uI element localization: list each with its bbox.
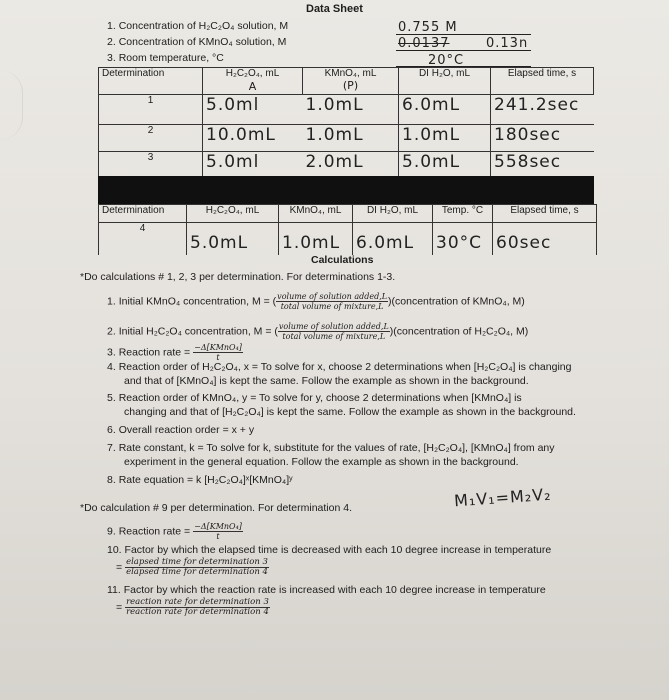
table-row	[99, 95, 594, 125]
cell-elapsed-time: 60sec	[493, 223, 597, 255]
col-header-elapsed-time: Elapsed time, s	[493, 205, 597, 223]
step-10: 10. Factor by which the elapsed time is decreased with each 10 degree increase in temperature	[107, 544, 552, 556]
cell-h2c2o4: 5.0ml	[203, 95, 303, 125]
step-6: 6. Overall reaction order = x + y	[107, 424, 255, 436]
data-table-2	[98, 204, 597, 255]
table-row	[99, 125, 594, 152]
item-1-label: 1. Concentration of H₂C₂O₄ solution, M	[107, 20, 289, 32]
calculations-heading: Calculations	[311, 254, 374, 266]
cell-kmno4: 1.0mL	[279, 223, 353, 255]
cell-kmno4: 2.0mL	[305, 152, 364, 172]
step-5-continued: changing and that of [H₂C₂O₄] is kept the same. Follow the example as shown in the background.	[124, 406, 576, 418]
handwritten-dilution-formula: M₁V₁=M₂V₂	[453, 484, 553, 511]
table-row	[99, 152, 594, 178]
step-9: 9. Reaction rate = $\frac{\text{−Δ[KMnO₄]}}{t}$	[107, 522, 242, 541]
step-4: 4. Reaction order of H₂C₂O₄, x = To solve for x, choose 2 determinations when [H₂C₂O₄] is changing	[107, 361, 572, 373]
col-header-h2c2o4: H₂C₂O₄, mL A	[203, 68, 303, 95]
cell-h2c2o4: 5.0mL	[187, 223, 279, 255]
step-11: 11. Factor by which the reaction rate is increased with each 10 degree increase in temperature	[107, 584, 546, 596]
step-4-continued: and that of [KMnO₄] is kept the same. Follow the example as shown in the background.	[124, 375, 529, 387]
data-table-1	[98, 67, 594, 178]
step-3: 3. Reaction rate = $\frac{\text{−Δ[KMnO₄]}}{t}$	[107, 343, 242, 362]
step-1: 1. Initial KMnO₄ concentration, M = ( $\frac{\text{volume of solution added,L}}{\text{total volume of mixture,L}}$ )(concentration of KMnO₄, M)	[107, 292, 525, 311]
volume-fraction: $\frac{\text{volume of solution added,L}}{\text{total volume of mixture,L}}$	[278, 322, 389, 341]
col-header-elapsed-time: Elapsed time, s	[491, 68, 594, 95]
row-number: 3	[99, 152, 203, 178]
cell-elapsed-time: 558sec	[491, 152, 594, 178]
step-7-continued: experiment in the general equation. Follow the example as shown in the background.	[124, 456, 519, 468]
item-2-label: 2. Concentration of KMnO₄ solution, M	[107, 36, 287, 48]
volume-fraction: $\frac{\text{volume of solution added,L}}{\text{total volume of mixture,L}}$	[277, 292, 388, 311]
cell-temp: 30°C	[433, 223, 493, 255]
row-number: 1	[99, 95, 203, 125]
item-2-value-corrected: 0.13n	[486, 36, 529, 51]
step-5: 5. Reaction order of KMnO₄, y = To solve for y, choose 2 determinations when [KMnO₄] is	[107, 392, 522, 404]
cell-kmno4: 1.0mL	[303, 95, 399, 125]
col-header-temp: Temp. °C	[433, 205, 493, 223]
cell-kmno4: 1.0mL	[303, 125, 399, 152]
item-3-value: 20°C	[428, 53, 465, 68]
step-8: 8. Rate equation = k [H₂C₂O₄]ˣ[KMnO₄]ʸ	[107, 474, 293, 486]
col-header-kmno4: KMnO₄, mL	[279, 205, 353, 223]
rate-fraction: $\frac{\text{−Δ[KMnO₄]}}{t}$	[194, 343, 242, 362]
step-7: 7. Rate constant, k = To solve for k, substitute for the values of rate, [H₂C₂O₄], [KMnO₄] from any	[107, 442, 555, 454]
separator-band	[98, 176, 594, 204]
note-determination-4: *Do calculation # 9 per determination. For determination 4.	[80, 502, 352, 514]
col-header-di-water: DI H₂O, mL	[399, 68, 491, 95]
col-header-kmno4: KMnO₄, mL (P)	[303, 68, 399, 95]
table-row	[99, 223, 597, 255]
row-number: 2	[99, 125, 203, 152]
step-10-fraction: = $\frac{\text{elapsed time for determination 3}}{\text{elapsed time for determination 4}}$	[116, 557, 268, 577]
note-determinations-1-3: *Do calculations # 1, 2, 3 per determination. For determinations 1-3.	[80, 271, 396, 283]
item-1-value: 0.755 M	[398, 20, 458, 35]
col-header-determination: Determination	[99, 68, 203, 95]
cell-di-water: 1.0mL	[399, 125, 491, 152]
cell-di-water: 6.0mL	[399, 95, 491, 125]
page-title: Data Sheet	[306, 3, 363, 15]
step-11-fraction: = $\frac{\text{reaction rate for determination 3}}{\text{reaction rate for determination 4}}$	[116, 597, 269, 617]
col-header-determination: Determination	[99, 205, 187, 223]
item-2-value: 0.0137	[398, 36, 450, 51]
item-3-label: 3. Room temperature, °C	[107, 52, 224, 64]
col-header-di-water: DI H₂O, mL	[353, 205, 433, 223]
cell-di-water: 5.0mL	[399, 152, 491, 178]
cell-h2c2o4: 5.0ml	[206, 152, 260, 172]
row-number: 4	[99, 223, 187, 255]
cell-h2c2o4: 10.0mL	[203, 125, 303, 152]
cell-di-water: 6.0mL	[353, 223, 433, 255]
page-curl	[0, 70, 23, 140]
step-2: 2. Initial H₂C₂O₄ concentration, M = ( $\frac{\text{volume of solution added,L}}{\text{total volume of mixture,L}}$ )(concentration of H₂C₂O₄, M)	[107, 322, 529, 341]
rate-fraction: $\frac{\text{−Δ[KMnO₄]}}{t}$	[194, 522, 242, 541]
col-header-h2c2o4: H₂C₂O₄, mL	[187, 205, 279, 223]
cell-elapsed-time: 241.2sec	[491, 95, 594, 125]
cell-elapsed-time: 180sec	[491, 125, 594, 152]
